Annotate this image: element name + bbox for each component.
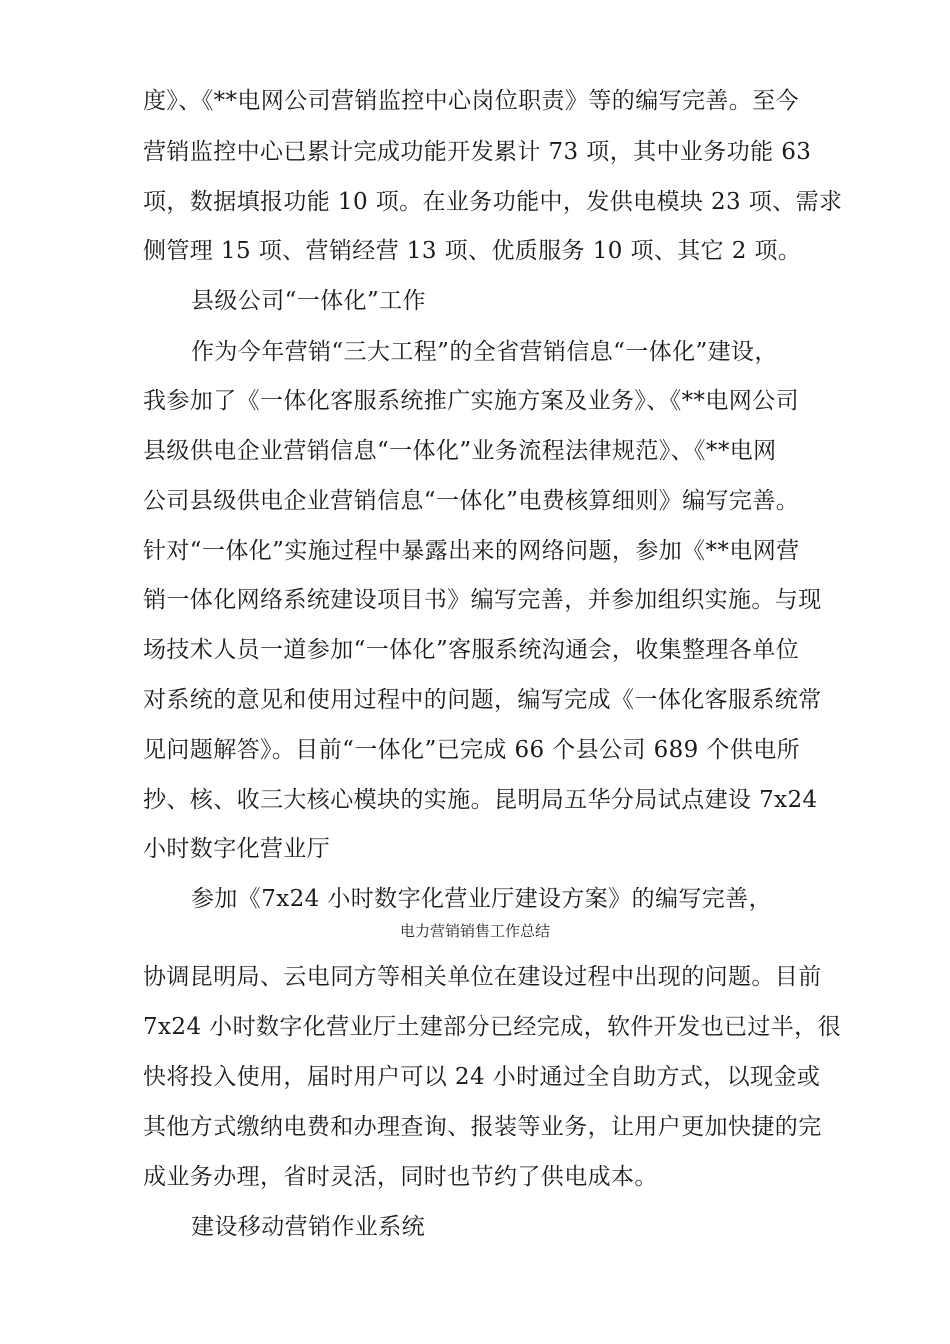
text-line: 抄、核、收三大核心模块的实施。昆明局五华分局试点建设 7x24 (143, 787, 818, 813)
text-line: 县级供电企业营销信息“一体化”业务流程法律规范》、《**电网 (143, 438, 777, 464)
text-line: 度》、《**电网公司营销监控中心岗位职责》等的编写完善。至今 (143, 88, 799, 114)
text-line: 协调昆明局、云电同方等相关单位在建设过程中出现的问题。目前 (143, 964, 822, 990)
section-heading: 县级公司“一体化”工作 (191, 288, 426, 314)
text-line: 我参加了《一体化客服系统推广实施方案及业务》、《**电网公司 (143, 388, 799, 414)
text-line: 7x24 小时数字化营业厅土建部分已经完成，软件开发也已过半，很 (143, 1014, 841, 1040)
text-line: 快将投入使用，届时用户可以 24 小时通过全自助方式，以现金或 (143, 1064, 821, 1090)
text-line: 针对“一体化”实施过程中暴露出来的网络问题，参加《**电网营 (143, 538, 800, 564)
text-line: 对系统的意见和使用过程中的问题，编写完成《一体化客服系统常 (143, 687, 822, 713)
page-footer-title: 电力营销销售工作总结 (399, 922, 550, 940)
text-line: 公司县级供电企业营销信息“一体化”电费核算细则》编写完善。 (143, 488, 800, 514)
text-line: 作为今年营销“三大工程”的全省营销信息“一体化”建设， (191, 339, 778, 365)
text-line: 参加《7x24 小时数字化营业厅建设方案》的编写完善， (191, 886, 772, 912)
text-line: 销一体化网络系统建设项目书》编写完善，并参加组织实施。与现 (143, 587, 822, 613)
text-line: 小时数字化营业厅 (143, 836, 331, 862)
text-line: 营销监控中心已累计完成功能开发累计 73 项，其中业务功能 63 (143, 139, 812, 165)
section-heading: 建设移动营销作业系统 (191, 1214, 425, 1240)
text-line: 成业务办理，省时灵活，同时也节约了供电成本。 (143, 1164, 658, 1190)
text-line: 见问题解答》。目前“一体化”已完成 66 个县公司 689 个供电所 (143, 737, 801, 763)
text-line: 项，数据填报功能 10 项。在业务功能中，发供电模块 23 项、需求 (143, 189, 843, 215)
text-line: 其他方式缴纳电费和办理查询、报装等业务，让用户更加快捷的完 (143, 1114, 822, 1140)
text-line: 场技术人员一道参加“一体化”客服系统沟通会，收集整理各单位 (143, 637, 800, 663)
text-line: 侧管理 15 项、营销经营 13 项、优质服务 10 项、其它 2 项。 (143, 238, 802, 264)
